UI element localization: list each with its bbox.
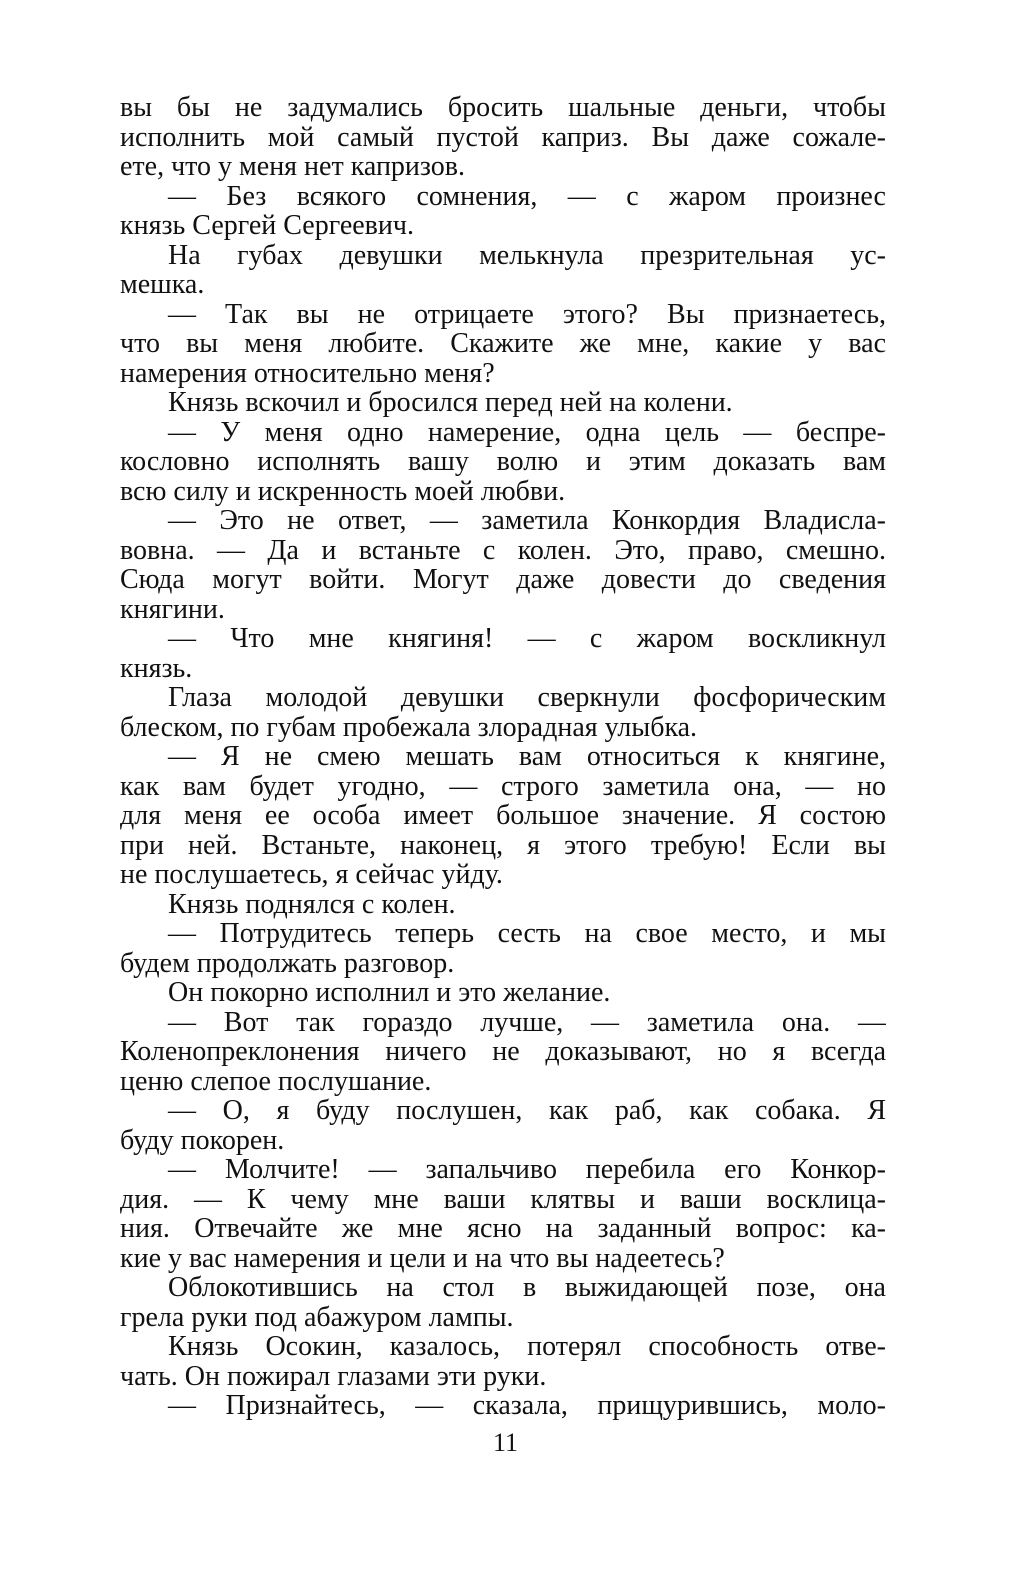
text-line: — Так вы не отрицаете этого? Вы признаетесь,: [168, 299, 886, 329]
text-line: исполнить мой самый пустой каприз. Вы даже сожале-: [120, 122, 886, 152]
text-line: кословно исполнять вашу волю и этим доказать вам: [120, 447, 886, 477]
text-line: — Признайтесь, — сказала, прищурившись, моло-: [168, 1391, 886, 1421]
text-line: князь.: [120, 653, 193, 683]
text-line: князь Сергей Сергеевич.: [120, 211, 414, 241]
text-line: Сюда могут войти. Могут даже довести до сведения: [120, 565, 886, 595]
text-line: намерения относительно меня?: [120, 358, 495, 388]
text-line: вы бы не задумались бросить шальные деньги, чтобы: [120, 93, 886, 123]
text-line: что вы меня любите. Скажите же мне, какие у вас: [120, 329, 886, 359]
text-line: Князь вскочил и бросился перед ней на колени.: [168, 388, 733, 418]
text-line: как вам будет угодно, — строго заметила она, — но: [120, 771, 886, 801]
text-line: — У меня одно намерение, одна цель — беспре-: [168, 417, 886, 447]
text-line: мешка.: [120, 270, 205, 300]
text-line: вовна. — Да и встаньте с колен. Это, право, смешно.: [120, 535, 886, 565]
text-line: — Потрудитесь теперь сесть на свое место, и мы: [168, 919, 886, 949]
text-line: при ней. Встаньте, наконец, я этого требую! Если вы: [120, 830, 886, 860]
text-line: чать. Он пожирал глазами эти руки.: [120, 1361, 547, 1391]
text-line: — Это не ответ, — заметила Конкордия Владисла-: [168, 506, 886, 536]
text-line: — Я не смею мешать вам относиться к княгине,: [168, 742, 886, 772]
text-line: Облокотившись на стол в выжидающей позе, она: [168, 1273, 886, 1303]
text-line: ценю слепое послушание.: [120, 1066, 432, 1096]
text-line: — О, я буду послушен, как раб, как собака. Я: [168, 1096, 886, 1126]
text-line: — Молчите! — запальчиво перебила его Конкор-: [168, 1155, 886, 1185]
text-line: кие у вас намерения и цели и на что вы надеетесь?: [120, 1243, 725, 1273]
text-line: блеском, по губам пробежала злорадная улыбка.: [120, 712, 698, 742]
text-line: ния. Отвечайте же мне ясно на заданный вопрос: ка-: [120, 1214, 886, 1244]
text-line: будем продолжать разговор.: [120, 948, 455, 978]
text-line: — Без всякого сомнения, — с жаром произнес: [168, 181, 886, 211]
text-line: Глаза молодой девушки сверкнули фосфорическим: [168, 683, 886, 713]
text-line: княгини.: [120, 594, 225, 624]
page-number: 11: [492, 1428, 519, 1457]
page-body-text: [120, 93, 886, 1421]
text-line: всю силу и искренность моей любви.: [120, 476, 566, 506]
text-line: ете, что у меня нет капризов.: [120, 152, 466, 182]
text-line: — Что мне княгиня! — с жаром воскликнул: [168, 624, 886, 654]
text-line: Он покорно исполнил и это желание.: [168, 978, 611, 1008]
text-line: грела руки под абажуром лампы.: [120, 1302, 514, 1332]
text-line: не послушаетесь, я сейчас уйду.: [120, 860, 503, 890]
text-line: — Вот так гораздо лучше, — заметила она. —: [168, 1007, 886, 1037]
text-line: дия. — К чему мне ваши клятвы и ваши восклица-: [120, 1184, 886, 1214]
text-line: для меня ее особа имеет большое значение. Я состою: [120, 801, 886, 831]
text-line: Князь Осокин, казалось, потерял способность отве-: [168, 1332, 886, 1362]
text-line: буду покорен.: [120, 1125, 285, 1155]
text-line: Коленопреклонения ничего не доказывают, но я всегда: [120, 1037, 886, 1067]
text-line: На губах девушки мелькнула презрительная ус-: [168, 240, 886, 270]
text-line: Князь поднялся с колен.: [168, 889, 456, 919]
